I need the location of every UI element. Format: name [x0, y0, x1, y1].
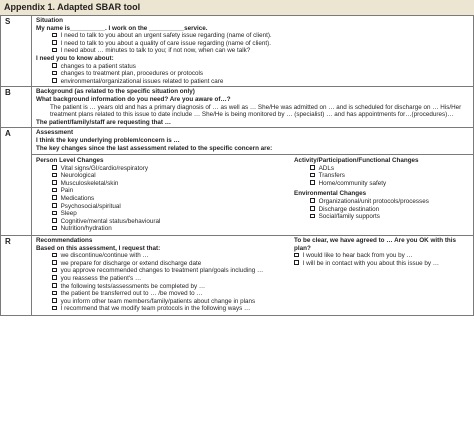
checkbox[interactable]: [310, 180, 315, 185]
checkbox[interactable]: [52, 226, 57, 231]
person-item-text: Nutrition/hydration: [60, 225, 112, 233]
activity-item-text: Home/community safety: [318, 179, 387, 187]
activity-item-text: ADLs: [318, 164, 334, 172]
activity-item: [294, 172, 469, 180]
know-item: [36, 78, 469, 86]
know-item: [36, 70, 469, 78]
activity-item: [294, 165, 469, 173]
checkbox[interactable]: [310, 206, 315, 211]
environment-item-text: Social/family supports: [318, 213, 380, 221]
person-heading: Person Level Changes: [36, 157, 104, 165]
checkbox[interactable]: [52, 298, 57, 303]
recommendations-heading: Recommendations: [36, 237, 93, 245]
know-item-text: environmental/organizational issues related to patient care: [60, 77, 224, 85]
checkbox[interactable]: [310, 165, 315, 170]
checkbox[interactable]: [52, 291, 57, 296]
background-question: What background information do you need? Are you aware of…?: [36, 95, 231, 103]
situation-line: [36, 40, 469, 48]
situation-intro: My name is__________. I work on the __________service.: [36, 24, 208, 32]
agreement-item-text: I will be in contact with you about this issue by …: [302, 259, 440, 267]
checkbox[interactable]: [52, 268, 57, 273]
background-request: The patient/family/staff are requesting that …: [36, 118, 172, 126]
checkbox[interactable]: [52, 203, 57, 208]
background-text: The patient is … years old and has a primary diagnosis of … as well as … She/He was admitted on … and is scheduled for discharge on … His/Her treatment plans related to this issue to date include … She/He is being monitored by … (specialist) … and has appointments for…(procedures)…: [50, 103, 462, 119]
recommendation-item-text: the following tests/assessments be completed by …: [60, 282, 206, 290]
person-item: [36, 187, 286, 195]
situation-line: [36, 47, 469, 55]
checkbox[interactable]: [52, 195, 57, 200]
know-item-text: changes to treatment plan, procedures or protocols: [60, 70, 204, 78]
agreement-item: [294, 252, 469, 260]
know-item-text: changes to a patient status: [60, 62, 136, 70]
recommendation-item-text: you inform other team members/family/patients about change in plans: [60, 297, 256, 305]
person-item: [36, 172, 286, 180]
recommendations-row: [1, 236, 474, 316]
page-title: Appendix 1. Adapted SBAR tool: [0, 0, 474, 15]
environment-item-text: Discharge destination: [318, 205, 380, 213]
recommendations-column: [32, 236, 290, 315]
situation-line-text: I need to talk to you about an urgent safety issue regarding (name of client).: [60, 32, 272, 40]
person-item: [36, 203, 286, 211]
recommendation-item: [36, 283, 286, 291]
checkbox[interactable]: [294, 260, 299, 265]
activity-item: [294, 180, 469, 188]
person-item: [36, 210, 286, 218]
environment-heading: Environmental Changes: [294, 190, 367, 198]
checkbox[interactable]: [52, 33, 57, 38]
checkbox[interactable]: [52, 283, 57, 288]
checkbox[interactable]: [52, 275, 57, 280]
checkbox[interactable]: [52, 188, 57, 193]
environment-item-text: Organizational/unit protocols/processes: [318, 198, 429, 206]
checkbox[interactable]: [52, 63, 57, 68]
activity-heading: Activity/Participation/Functional Changes: [294, 157, 419, 165]
environment-item: [294, 198, 469, 206]
checkbox[interactable]: [52, 78, 57, 83]
recommendation-item-text: we prepare for discharge or extend discharge date: [60, 259, 202, 267]
assessment-letter: A: [1, 128, 32, 236]
situation-line: [36, 32, 469, 40]
background-letter: B: [1, 87, 32, 128]
agreement-heading: To be clear, we have agreed to … Are you OK with this plan?: [294, 237, 457, 252]
checkbox[interactable]: [52, 218, 57, 223]
assessment-row: [1, 128, 474, 236]
situation-row: [1, 16, 474, 87]
person-item: [36, 195, 286, 203]
background-row: [1, 87, 474, 128]
person-item-text: Neurological: [60, 172, 96, 180]
person-item-text: Musculoskeletal/skin: [60, 179, 119, 187]
checkbox[interactable]: [52, 48, 57, 53]
checkbox[interactable]: [52, 260, 57, 265]
checkbox[interactable]: [310, 173, 315, 178]
background-content: [32, 87, 474, 128]
recommendation-item-text: the patient be transferred out to … /be moved to …: [60, 290, 203, 298]
person-item: [36, 218, 286, 226]
recommendations-content: [32, 236, 474, 316]
checkbox[interactable]: [52, 253, 57, 258]
agreement-item: [294, 260, 469, 268]
recommendation-item-text: I recommend that we modify team protocols in the following ways …: [60, 305, 251, 313]
person-item-text: Vital signs/GI/cardio/respiratory: [60, 164, 148, 172]
assessment-content: [32, 128, 474, 236]
checkbox[interactable]: [52, 165, 57, 170]
know-heading: I need you to know about:: [36, 54, 114, 62]
checkbox[interactable]: [52, 211, 57, 216]
person-item-text: Medications: [60, 195, 95, 203]
recommendation-item: [36, 298, 286, 306]
person-item: [36, 165, 286, 173]
situation-line-text: I need to talk to you about a quality of care issue regarding (name of client).: [60, 39, 271, 47]
sbar-table: [0, 15, 474, 316]
person-item-text: Cognitive/mental status/behavioural: [60, 217, 161, 225]
recommendation-item: [36, 267, 286, 275]
background-heading: Background (as related to the specific situation only): [36, 88, 195, 96]
person-item: [36, 180, 286, 188]
recommendations-based: Based on this assessment, I request that:: [36, 244, 161, 252]
person-item: [36, 225, 286, 233]
environment-item: [294, 206, 469, 214]
checkbox[interactable]: [52, 40, 57, 45]
checkbox[interactable]: [310, 214, 315, 219]
checkbox[interactable]: [52, 71, 57, 76]
agreement-column: [290, 236, 473, 315]
person-item-text: Sleep: [60, 210, 77, 218]
environment-item: [294, 213, 469, 221]
situation-line-text: I need about … minutes to talk to you; if not now, when can we talk?: [60, 47, 251, 55]
checkbox[interactable]: [52, 306, 57, 311]
person-item-text: Psychosocial/spiritual: [60, 202, 121, 210]
situation-heading: Situation: [36, 17, 63, 24]
recommendation-item: [36, 305, 286, 313]
agreement-item-text: I would like to hear back from you by …: [302, 252, 413, 260]
assessment-line1: I think the key underlying problem/concern is …: [36, 136, 180, 144]
recommendation-item: [36, 275, 286, 283]
recommendation-item: [36, 252, 286, 260]
recommendations-letter: R: [1, 236, 32, 316]
person-level-column: [32, 155, 290, 235]
person-item-text: Pain: [60, 187, 74, 195]
checkbox[interactable]: [294, 253, 299, 258]
checkbox[interactable]: [52, 173, 57, 178]
checkbox[interactable]: [52, 180, 57, 185]
recommendation-item: [36, 260, 286, 268]
checkbox[interactable]: [310, 198, 315, 203]
activity-item-text: Transfers: [318, 172, 345, 180]
recommendation-item-text: you approve recommended changes to treatment plan/goals including …: [60, 267, 264, 275]
activity-environment-column: [290, 155, 473, 235]
situation-letter: S: [1, 16, 32, 87]
recommendation-item: [36, 290, 286, 298]
assessment-line2: The key changes since the last assessment related to the specific concern are:: [36, 144, 273, 152]
recommendation-item-text: you reassess the patient's …: [60, 275, 142, 282]
assessment-heading: Assessment: [36, 129, 74, 137]
recommendation-item-text: we discontinue/continue with …: [60, 252, 149, 260]
situation-content: [32, 16, 474, 87]
know-item: [36, 63, 469, 71]
